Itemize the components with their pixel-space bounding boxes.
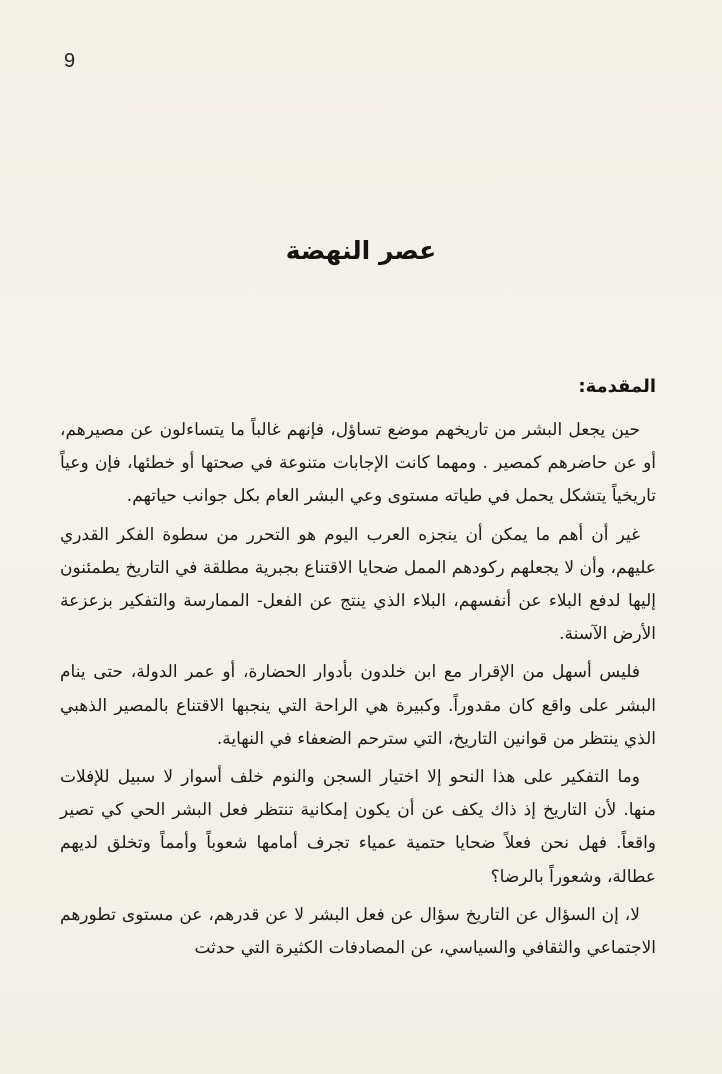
chapter-title: عصر النهضة: [285, 236, 437, 265]
paragraph: غير أن أهم ما يمكن أن ينجزه العرب اليوم هو التحرر من سطوة الفكر القدري عليهم، وأن لا يجعلهم ركودهم الممل ضحايا الاقتناع بجبرية مطلقة في التاريخ يطمئنون إليها لدفع البلاء عن أنفسهم، البلاء الذي ينتج عن الفعل- الممارسة والتفكير بزعزعة الأرض الآسنة.: [60, 524, 656, 645]
body-text: [60, 414, 656, 970]
paragraph: لا، إن السؤال عن التاريخ سؤال عن فعل البشر لا عن قدرهم، عن مستوى تطورهم الاجتماعي والثقافي والسياسي، عن المصادفات الكثيرة التي حدثت: [60, 904, 656, 959]
page-number: 9: [64, 50, 76, 72]
paragraph: حين يجعل البشر من تاريخهم موضع تساؤل، فإنهم غالباً ما يتساءلون عن مصيرهم، أو عن حاضرهم كمصير . ومهما كانت الإجابات متنوعة في صحتها أو خطئها، فإن وعياً تاريخياً يتشكل يحمل في طياته مستوى وعي البشر العام بكل جوانب حياتهم.: [60, 420, 656, 507]
paragraph: فليس أسهل من الإقرار مع ابن خلدون بأدوار الحضارة، أو عمر الدولة، حتى ينام البشر على واقع كان مقدوراً. وكبيرة هي الراحة التي ينجبها الاقتناع بالمصير الذهبي الذي ينتظر من قوانين التاريخ، التي سترحم الضعفاء في النهاية.: [60, 662, 656, 749]
paragraph: وما التفكير على هذا النحو إلا اختيار السجن والنوم خلف أسوار لا سبيل للإفلات منها. لأن التاريخ إذ ذاك يكف عن أن يكون إمكانية تنتظر فعل البشر الحي كي تصير واقعاً. فهل نحن فعلاً ضحايا حتمية عمياء تجرف أمامها شعوباً وأمماً وتخلق لديهم عطالة، وشعوراً بالرضا؟: [60, 767, 656, 887]
section-heading: المقدمة:: [578, 376, 656, 397]
